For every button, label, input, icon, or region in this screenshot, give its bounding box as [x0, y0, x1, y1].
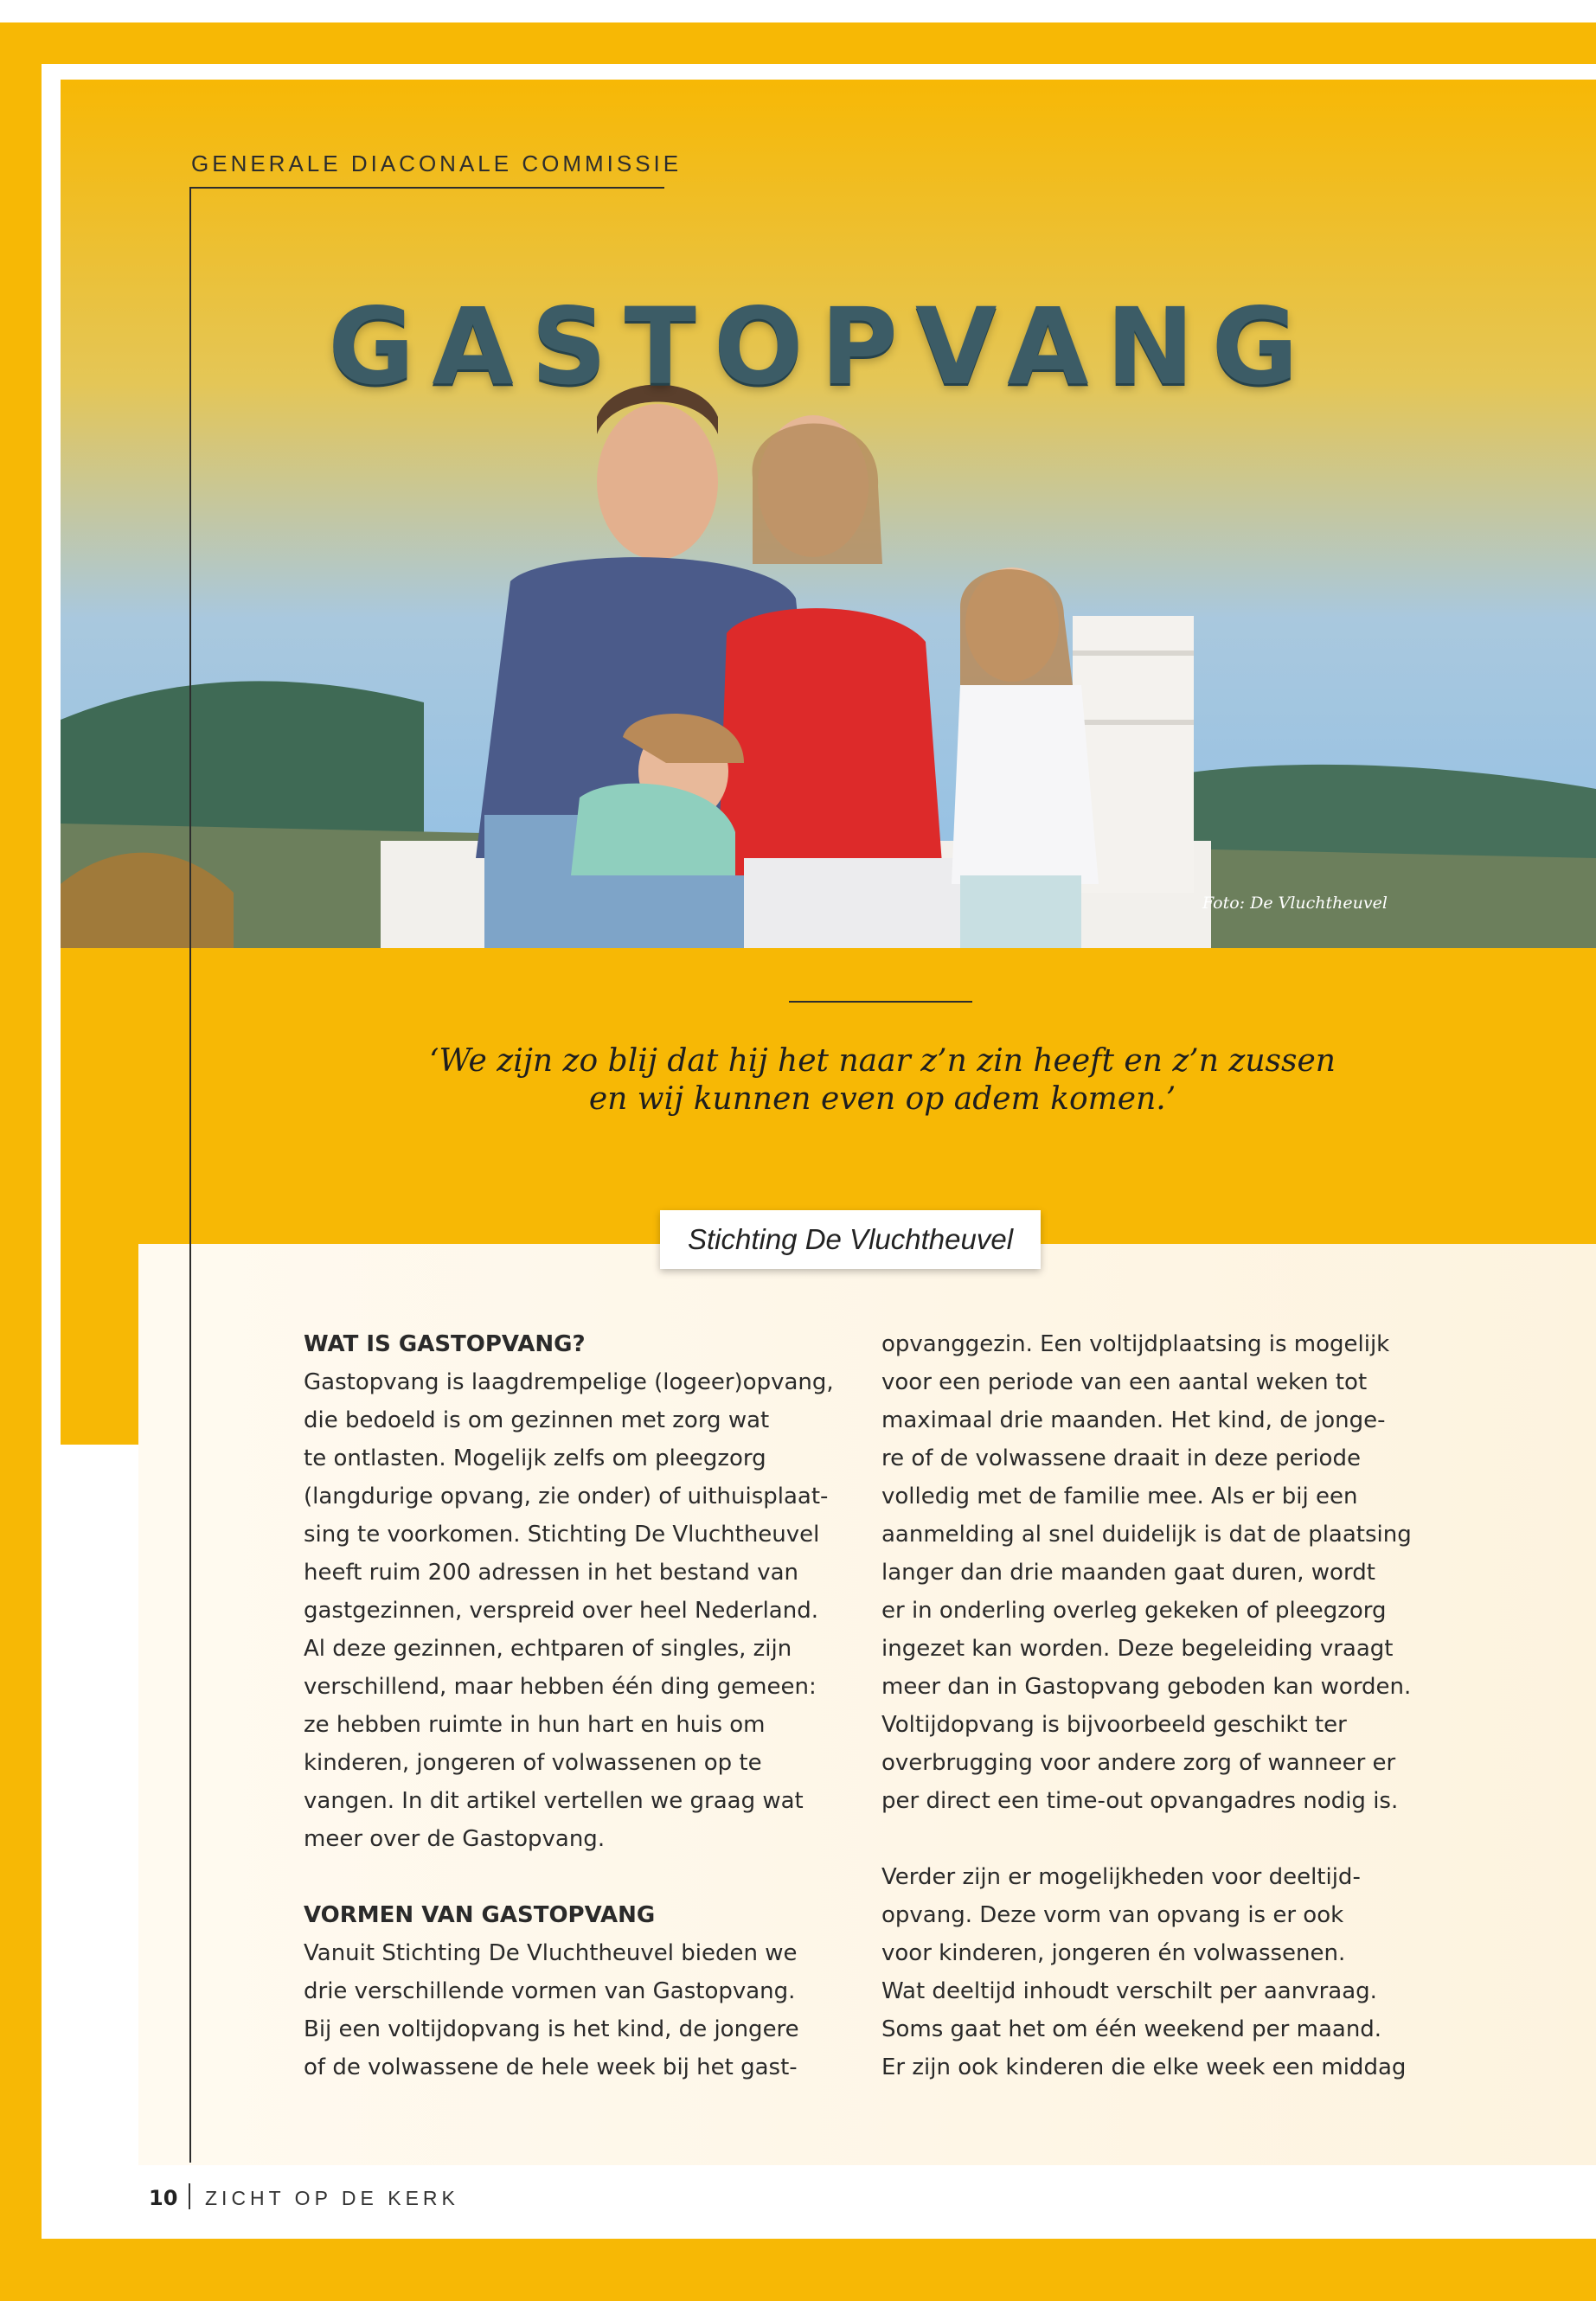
article-line: meer dan in Gastopvang geboden kan worden. — [881, 1674, 1412, 1700]
article-column-left — [304, 1325, 840, 2086]
article-line: meer over de Gastopvang. — [304, 1826, 606, 1852]
article-line: maximaal drie maanden. Het kind, de jonge- — [881, 1407, 1386, 1433]
pull-quote — [363, 1042, 1401, 1118]
article-line: drie verschillende vormen van Gastopvang. — [304, 1978, 796, 2004]
article-line: ingezet kan worden. Deze begeleiding vraagt — [881, 1636, 1394, 1662]
article-line: heeft ruim 200 adressen in het bestand van — [304, 1560, 798, 1586]
article-line: aanmelding al snel duidelijk is dat de plaatsing — [881, 1522, 1412, 1548]
article-line: Gastopvang is laagdrempelige (logeer)opvang, — [304, 1369, 834, 1395]
article-line: die bedoeld is om gezinnen met zorg wat — [304, 1407, 770, 1433]
article-line: Verder zijn er mogelijkheden voor deeltijd- — [881, 1864, 1361, 1890]
section-heading: VORMEN VAN GASTOPVANG — [304, 1902, 656, 1928]
section-rule — [190, 187, 664, 189]
quote-line: ‘We zijn zo blij dat hij het naar z’n zin heeft en z’n zussen — [429, 1043, 1336, 1079]
section-label: GENERALE DIACONALE COMMISSIE — [191, 151, 683, 176]
article-line: per direct een time-out opvangadres nodig is. — [881, 1788, 1399, 1814]
article-line: vangen. In dit artikel vertellen we graag wat — [304, 1788, 804, 1814]
quote-line: en wij kunnen even op adem komen.’ — [588, 1081, 1176, 1117]
article-line: (langdurige opvang, zie onder) of uithuisplaat- — [304, 1484, 829, 1509]
article-line: Soms gaat het om één weekend per maand. — [881, 2016, 1382, 2042]
vertical-rule — [189, 187, 191, 2163]
article-line: opvang. Deze vorm van opvang is er ook — [881, 1902, 1344, 1928]
article-line: opvanggezin. Een voltijdplaatsing is mogelijk — [881, 1331, 1390, 1357]
page-number: 10 — [149, 2186, 178, 2210]
article-line: overbrugging voor andere zorg of wanneer er — [881, 1750, 1396, 1776]
magazine-name: ZICHT OP DE KERK — [205, 2187, 459, 2209]
article-line: kinderen, jongeren of volwassenen op te — [304, 1750, 762, 1776]
article-column-right — [881, 1325, 1487, 2086]
photo-credit: Foto: De Vluchtheuvel — [1202, 894, 1388, 913]
paragraph-gap — [304, 1858, 840, 1896]
section-heading: WAT IS GASTOPVANG? — [304, 1331, 586, 1357]
article-line: verschillend, maar hebben één ding gemeen: — [304, 1674, 817, 1700]
family-photo — [61, 80, 1596, 948]
article-line: gastgezinnen, verspreid over heel Nederland. — [304, 1598, 818, 1624]
footer-separator — [189, 2183, 190, 2209]
article-line: Wat deeltijd inhoudt verschilt per aanvraag. — [881, 1978, 1377, 2004]
article-line: of de volwassene de hele week bij het gast- — [304, 2054, 798, 2080]
article-line: ze hebben ruimte in hun hart en huis om — [304, 1712, 766, 1738]
article-line: voor kinderen, jongeren én volwassenen. — [881, 1940, 1346, 1966]
article-line: Voltijdopvang is bijvoorbeeld geschikt ter — [881, 1712, 1347, 1738]
article-line: Al deze gezinnen, echtparen of singles, zijn — [304, 1636, 792, 1662]
article-line: Er zijn ook kinderen die elke week een middag — [881, 2054, 1407, 2080]
article-line: voor een periode van een aantal weken tot — [881, 1369, 1368, 1395]
article-line: volledig met de familie mee. Als er bij een — [881, 1484, 1358, 1509]
article-line: er in onderling overleg gekeken of pleegzorg — [881, 1598, 1387, 1624]
article-line: re of de volwassene draait in deze periode — [881, 1445, 1361, 1471]
page-title: GASTOPVANG — [328, 285, 1316, 408]
article-line: te ontlasten. Mogelijk zelfs om pleegzorg — [304, 1445, 766, 1471]
paragraph-gap — [881, 1820, 1487, 1858]
article-line: Bij een voltijdopvang is het kind, de jongere — [304, 2016, 799, 2042]
quote-rule — [789, 1001, 972, 1003]
article-line: Vanuit Stichting De Vluchtheuvel bieden we — [304, 1940, 798, 1966]
article-line: langer dan drie maanden gaat duren, wordt — [881, 1560, 1375, 1586]
article-line: sing te voorkomen. Stichting De Vluchtheuvel — [304, 1522, 820, 1548]
organization-label: Stichting De Vluchtheuvel — [660, 1210, 1041, 1269]
